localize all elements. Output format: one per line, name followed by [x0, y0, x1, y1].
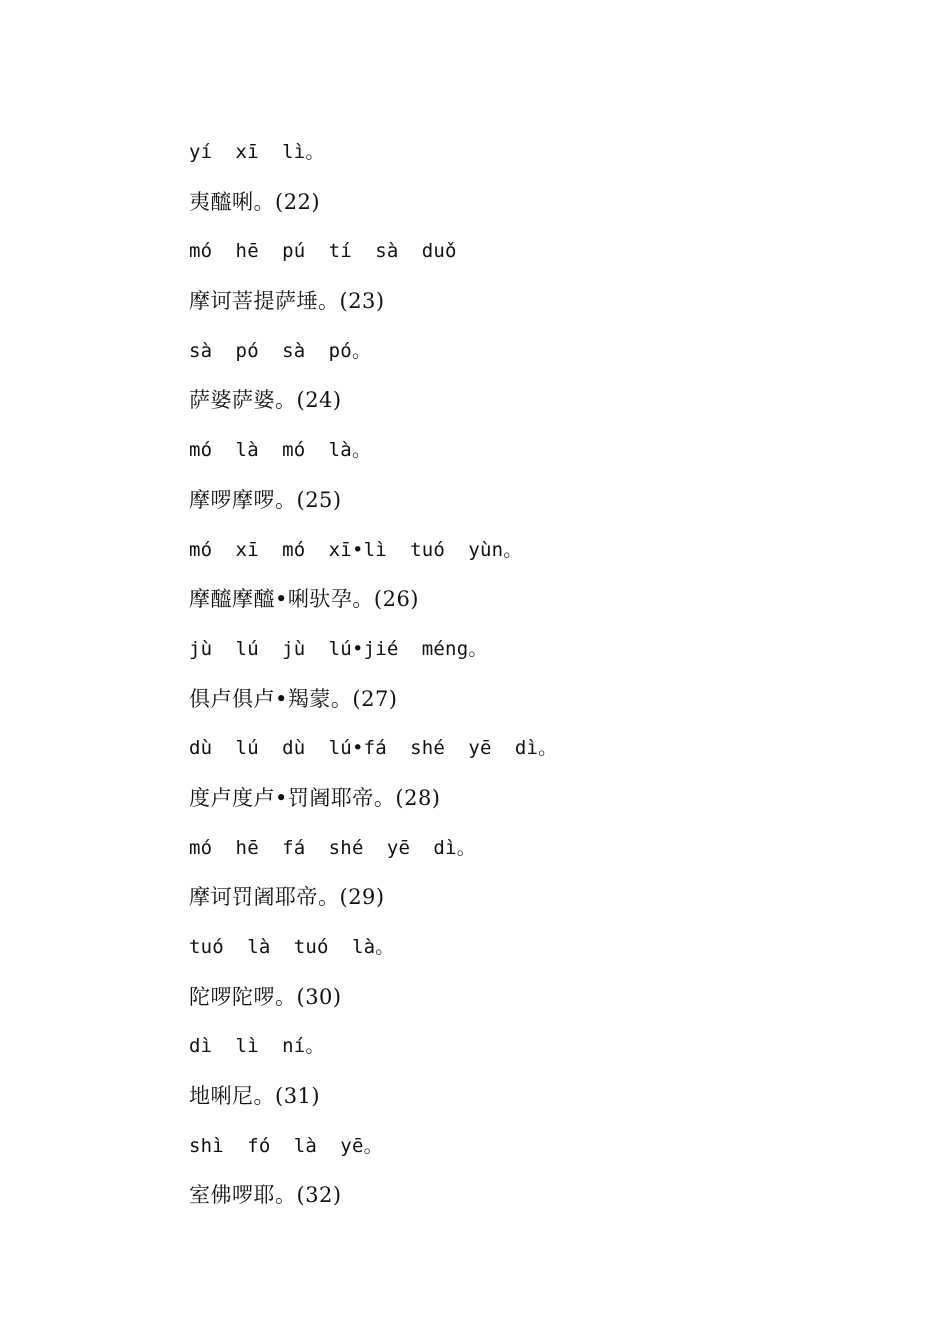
pinyin-line: sà pó sà pó。: [189, 339, 372, 362]
hanzi-line: 摩醯摩醯•唎驮孕。(26): [189, 587, 419, 612]
pinyin-line: mó là mó là。: [189, 439, 372, 462]
pinyin-line: mó hē pú tí sà duǒ: [189, 240, 457, 263]
pinyin-line: tuó là tuó là。: [189, 936, 395, 958]
hanzi-line: 摩诃罚阇耶帝。(29): [189, 885, 385, 910]
pinyin-line: shì fó là yē。: [189, 1134, 383, 1157]
hanzi-line: 俱卢俱卢•羯蒙。(27): [189, 686, 398, 711]
hanzi-line: 萨婆萨婆。(24): [189, 388, 342, 413]
hanzi-line: 地唎尼。(31): [189, 1084, 321, 1109]
hanzi-line: 陀啰陀啰。(30): [189, 984, 342, 1009]
pinyin-line: jù lú jù lú•jié méng。: [189, 637, 488, 660]
hanzi-line: 度卢度卢•罚阇耶帝。(28): [189, 785, 441, 810]
pinyin-line: dì lì ní。: [189, 1035, 325, 1058]
hanzi-line: 夷醯唎。(22): [189, 189, 321, 214]
pinyin-line: mó xī mó xī•lì tuó yùn。: [189, 538, 523, 561]
pinyin-line: yí xī lì。: [189, 141, 325, 163]
hanzi-line: 室佛啰耶。(32): [189, 1183, 342, 1208]
pinyin-line: mó hē fá shé yē dì。: [189, 836, 476, 859]
pinyin-line: dù lú dù lú•fá shé yē dì。: [189, 737, 558, 760]
text-body: [189, 137, 889, 1230]
hanzi-line: 摩诃菩提萨埵。(23): [189, 289, 385, 314]
hanzi-line: 摩啰摩啰。(25): [189, 487, 342, 512]
